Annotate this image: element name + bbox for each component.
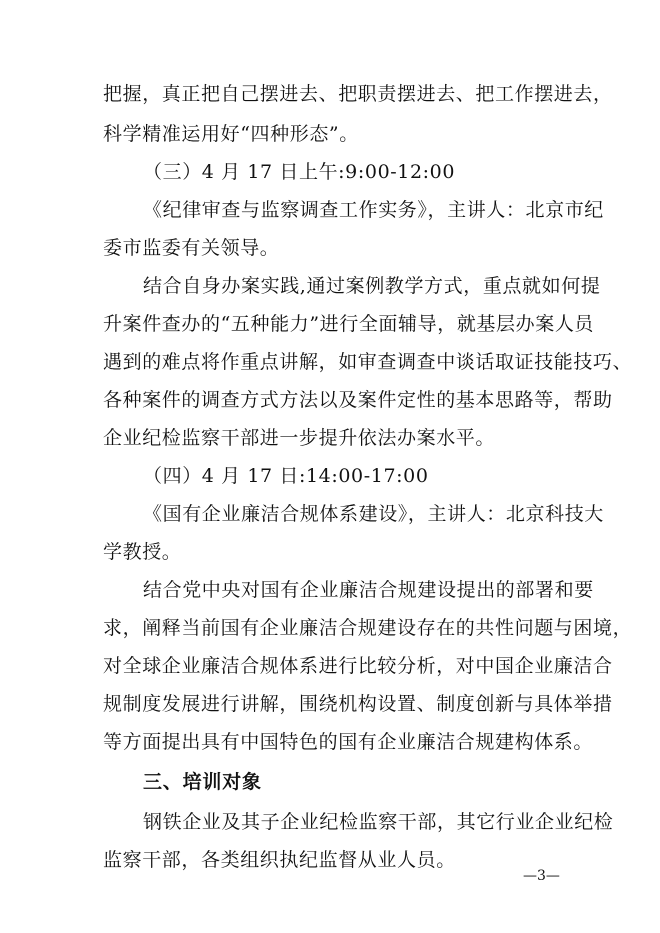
- training-target-line: 钢铁企业及其子企业纪检监察干部，其它行业企业纪检: [143, 811, 614, 833]
- session-four-description-line: 规制度发展进行讲解，围绕机构设置、制度创新与具体举措: [103, 693, 613, 715]
- session-three-description-line: 遇到的难点将作重点讲解，如审查调查中谈话取证技能技巧、: [103, 351, 633, 373]
- session-four-description-line: 求，阐释当前国有企业廉洁合规建设存在的共性问题与困境，: [103, 617, 633, 639]
- session-four-time: （四）4 月 17 日:14:00-17:00: [143, 465, 429, 487]
- session-four-description-line: 对全球企业廉洁合规体系进行比较分析，对中国企业廉洁合: [103, 655, 613, 677]
- session-three-description-line: 升案件查办的“五种能力”进行全面辅导，就基层办案人员: [103, 313, 595, 335]
- training-target-line: 监察干部，各类组织执纪监督从业人员。: [103, 849, 456, 871]
- section-heading-training-target: 三、培训对象: [143, 771, 262, 793]
- body-line-continuation-2: 科学精准运用好“四种形态”。: [103, 123, 359, 145]
- session-four-title: 《国有企业廉洁合规体系建设》，主讲人：北京科技大: [143, 503, 604, 525]
- page-number: —3—: [523, 868, 560, 884]
- session-four-title-continued: 学教授。: [103, 541, 182, 563]
- session-four-description-line: 结合党中央对国有企业廉洁合规建设提出的部署和要: [143, 579, 594, 601]
- session-three-description-line: 结合自身办案实践,通过案例教学方式，重点就如何提: [143, 275, 601, 297]
- session-three-title-continued: 委市监委有关领导。: [103, 237, 280, 259]
- session-four-description-line: 等方面提出具有中国特色的国有企业廉洁合规建构体系。: [103, 731, 594, 753]
- session-three-description-line: 各种案件的调查方式方法以及案件定性的基本思路等，帮助: [103, 389, 613, 411]
- session-three-time: （三）4 月 17 日上午:9:00-12:00: [143, 161, 456, 183]
- session-three-description-line: 企业纪检监察干部进一步提升依法办案水平。: [103, 427, 496, 449]
- session-three-title: 《纪律审查与监察调查工作实务》，主讲人：北京市纪: [143, 199, 604, 221]
- body-line-continuation-1: 把握，真正把自己摆进去、把职责摆进去、把工作摆进去，: [103, 83, 613, 105]
